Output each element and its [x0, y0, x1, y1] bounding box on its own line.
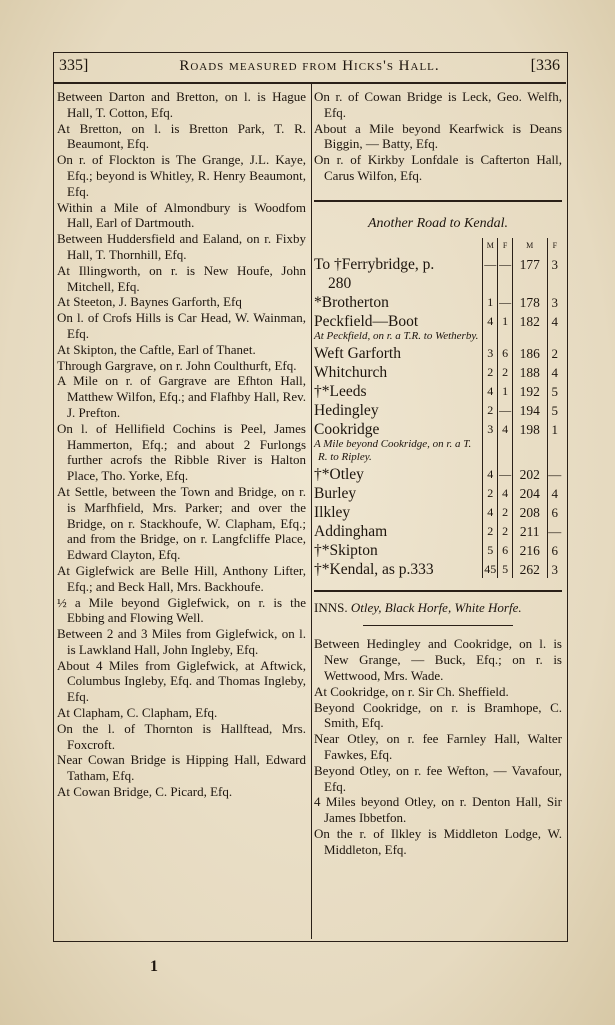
- list-item: Beyond Otley, on r. fee Wefton, — Vavafour, Efq.: [314, 762, 562, 794]
- table-row: [314, 483, 562, 502]
- place-name: Cookridge: [314, 420, 380, 438]
- table-row: [314, 502, 562, 521]
- stage-furlongs: 1: [498, 381, 512, 400]
- place-name: †*Otley: [314, 465, 364, 483]
- list-item: At Settle, between the Town and Bridge, on r. is Marfhfield, Mrs. Parker; and over the Bridge, on r. Stackhoufe, W. Clapham, Efq.; and from the Bridge, on r. Langfcliffe Place, Edward Clayton, Efq.: [57, 483, 306, 563]
- list-item: Between 2 and 3 Miles from Giglefwick, on l. is Lawkland Hall, John Ingleby, Efq.: [57, 626, 306, 657]
- stage-furlongs: 4: [498, 419, 512, 438]
- place-name: †*Skipton: [314, 541, 378, 559]
- table-row: [314, 521, 562, 540]
- table-row: [314, 362, 562, 381]
- list-item: At Illingworth, on r. is New Houfe, John Mitchell, Efq.: [57, 262, 306, 294]
- table-row: [314, 400, 562, 419]
- section-divider: [314, 200, 562, 202]
- table-row: [314, 273, 562, 292]
- stage-miles: 4: [483, 381, 498, 400]
- total-miles: 192: [512, 381, 547, 400]
- total-furlongs: —: [547, 521, 562, 540]
- total-furlongs: 3: [547, 292, 562, 311]
- running-title: Roads measured from Hicks's Hall.: [179, 58, 440, 74]
- table-row: [314, 559, 562, 578]
- stage-furlongs: —: [498, 254, 512, 273]
- list-item: At Skipton, the Caftle, Earl of Thanet.: [57, 341, 256, 357]
- stage-furlongs: 2: [498, 362, 512, 381]
- table-row: [314, 464, 562, 483]
- road-table-header: [314, 238, 562, 254]
- stage-miles: 4: [483, 311, 498, 330]
- stage-miles: 3: [483, 419, 498, 438]
- total-miles: 198: [512, 419, 547, 438]
- stage-furlongs: 5: [498, 559, 512, 578]
- place-name: Weft Garforth: [314, 344, 401, 362]
- section-divider: [314, 590, 562, 592]
- total-furlongs: 6: [547, 540, 562, 559]
- place-name: Hedingley: [314, 401, 379, 419]
- table-row: [314, 311, 562, 330]
- road-table: [314, 238, 562, 578]
- stage-miles: 2: [483, 362, 498, 381]
- stage-miles: 1: [483, 292, 498, 311]
- total-furlongs: 4: [547, 311, 562, 330]
- signature-mark: 1: [150, 958, 158, 975]
- list-item: Between Huddersfield and Ealand, on r. Fixby Hall, T. Thornhill, Efq.: [57, 231, 306, 262]
- list-item: Near Otley, on r. fee Farnley Hall, Walter Fawkes, Efq.: [314, 731, 562, 762]
- inns-label: INNS.: [314, 599, 348, 615]
- stage-miles: —: [483, 254, 498, 273]
- stage-miles: 45: [483, 559, 498, 578]
- place-name: Peckfield—Boot: [314, 312, 419, 330]
- page-reference: 280: [328, 274, 352, 292]
- list-item: On the l. of Thornton is Hallftead, Mrs. Foxcroft.: [57, 720, 306, 752]
- table-row: [314, 381, 562, 400]
- list-item: Near Cowan Bridge is Hipping Hall, Edward Tatham, Efq.: [57, 752, 306, 784]
- total-furlongs: 3: [547, 254, 562, 273]
- table-row: [314, 330, 562, 343]
- list-item: At Cookridge, on r. Sir Ch. Sheffield.: [314, 683, 509, 699]
- stage-miles: 5: [483, 540, 498, 559]
- list-item: About a Mile beyond Kearfwick is Deans Biggin, — Batty, Efq.: [314, 120, 562, 152]
- table-row: [314, 254, 562, 273]
- stage-furlongs: 6: [498, 343, 512, 362]
- col-header-furlongs: F: [498, 238, 512, 254]
- left-column: [57, 89, 306, 800]
- stage-miles: 2: [483, 483, 498, 502]
- list-item: On l. of Crofs Hills is Car Head, W. Wainman, Efq.: [57, 310, 306, 341]
- list-item: At Bretton, on l. is Bretton Park, T. R. Beaumont, Efq.: [57, 120, 306, 152]
- table-row: [314, 343, 562, 362]
- total-miles: 216: [512, 540, 547, 559]
- list-item: At Giglefwick are Belle Hill, Anthony Lifter, Efq.; and Beck Hall, Mrs. Backhoufe.: [57, 562, 306, 594]
- list-item: At Clapham, C. Clapham, Efq.: [57, 705, 218, 721]
- stage-miles: 2: [483, 521, 498, 540]
- list-item: At Steeton, J. Baynes Garforth, Efq: [57, 294, 242, 310]
- road-note: At Peckfield, on r. a T.R. to Wetherby.: [314, 329, 479, 342]
- stage-furlongs: —: [498, 464, 512, 483]
- total-furlongs: 3: [547, 559, 562, 578]
- place-name: †*Leeds: [314, 382, 367, 400]
- column-divider: [311, 84, 312, 939]
- list-item: 4 Miles beyond Otley, on r. Denton Hall, Sir James Ibbetfon.: [314, 794, 562, 826]
- table-row: [314, 540, 562, 559]
- road-note: A Mile beyond Cookridge, on r. a T. R. to Ripley.: [314, 437, 472, 463]
- table-row: [314, 438, 562, 464]
- total-miles: 178: [512, 292, 547, 311]
- stage-furlongs: —: [498, 400, 512, 419]
- list-item: Beyond Cookridge, on r. is Bramhope, C. Smith, Efq.: [314, 699, 562, 731]
- place-name: Burley: [314, 484, 357, 502]
- total-miles: 194: [512, 400, 547, 419]
- col-header-total-miles: M: [512, 238, 547, 254]
- stage-miles: 2: [483, 400, 498, 419]
- list-item: A Mile on r. of Gargrave are Efhton Hall, Matthew Wilfon, Efq.; and Flafhby Hall, Rev. J. Prefton.: [57, 373, 306, 420]
- inns-entry: [314, 600, 562, 616]
- stage-miles: 4: [483, 464, 498, 483]
- list-item: On r. of Flockton is The Grange, J.L. Kaye, Efq.; beyond is Whitley, R. Henry Beaumont, Efq.: [57, 152, 306, 199]
- stage-furlongs: 2: [498, 502, 512, 521]
- list-item: At Cowan Bridge, C. Picard, Efq.: [57, 784, 233, 800]
- place-name: Ilkley: [314, 503, 351, 521]
- list-item: Between Darton and Bretton, on l. is Hague Hall, T. Cotton, Efq.: [57, 89, 306, 120]
- col-header-miles: M: [483, 238, 498, 254]
- list-item: Through Gargrave, on r. John Coulthurft, Efq.: [57, 357, 297, 373]
- place-name: Addingham: [314, 522, 388, 540]
- total-furlongs: 5: [547, 381, 562, 400]
- stage-furlongs: —: [498, 292, 512, 311]
- place-name: †*Kendal, as p.333: [314, 560, 434, 578]
- col-header-total-furlongs: F: [547, 238, 562, 254]
- total-furlongs: 1: [547, 419, 562, 438]
- stage-furlongs: 2: [498, 521, 512, 540]
- right-column: [314, 89, 562, 858]
- place-name: To †Ferrybridge, p.: [314, 255, 435, 273]
- total-furlongs: —: [547, 464, 562, 483]
- total-furlongs: 4: [547, 483, 562, 502]
- list-item: Within a Mile of Almondbury is Woodfom Hall, Earl of Dartmouth.: [57, 199, 306, 231]
- stage-furlongs: 4: [498, 483, 512, 502]
- list-item: On r. of Kirkby Lonfdale is Cafterton Hall, Carus Wilfon, Efq.: [314, 152, 562, 183]
- stage-miles: 3: [483, 343, 498, 362]
- page-number-left: 335]: [59, 57, 89, 74]
- total-miles: 262: [512, 559, 547, 578]
- total-furlongs: 6: [547, 502, 562, 521]
- page-number-right: [336: [530, 57, 560, 74]
- total-miles: 208: [512, 502, 547, 521]
- list-item: On l. of Hellifield Cochins is Peel, James Hammerton, Efq.; and about 2 Furlongs further acrofs the Ribble River is Halton Place, Tho. Yorke, Efq.: [57, 420, 306, 484]
- total-miles: 186: [512, 343, 547, 362]
- table-row: [314, 292, 562, 311]
- total-furlongs: 4: [547, 362, 562, 381]
- place-name: Whitchurch: [314, 363, 388, 381]
- inns-text: Otley, Black Horfe, White Horfe.: [350, 599, 522, 615]
- section-divider: [363, 625, 513, 626]
- total-miles: 177: [512, 254, 547, 273]
- total-furlongs: 2: [547, 343, 562, 362]
- list-item: On r. of Cowan Bridge is Leck, Geo. Welfh, Efq.: [314, 89, 562, 120]
- place-name: *Brotherton: [314, 293, 389, 311]
- list-item: Between Hedingley and Cookridge, on l. is New Grange, — Buck, Efq.; on r. is Wettwood, Mrs. Wade.: [314, 636, 562, 683]
- total-miles: 182: [512, 311, 547, 330]
- list-item: About 4 Miles from Giglefwick, at Aftwick, Columbus Ingleby, Efq. and Thomas Ingleby, Efq.: [57, 657, 306, 705]
- total-miles: 211: [512, 521, 547, 540]
- total-miles: 188: [512, 362, 547, 381]
- road-title: Another Road to Kendal.: [368, 215, 508, 231]
- total-furlongs: 5: [547, 400, 562, 419]
- list-item: On the r. of Ilkley is Middleton Lodge, W. Middleton, Efq.: [314, 825, 562, 857]
- stage-furlongs: 1: [498, 311, 512, 330]
- page-header: [53, 52, 566, 84]
- stage-furlongs: 6: [498, 540, 512, 559]
- stage-miles: 4: [483, 502, 498, 521]
- list-item: ½ a Mile beyond Giglefwick, on r. is the Ebbing and Flowing Well.: [57, 594, 306, 626]
- total-miles: 202: [512, 464, 547, 483]
- total-miles: 204: [512, 483, 547, 502]
- table-row: [314, 419, 562, 438]
